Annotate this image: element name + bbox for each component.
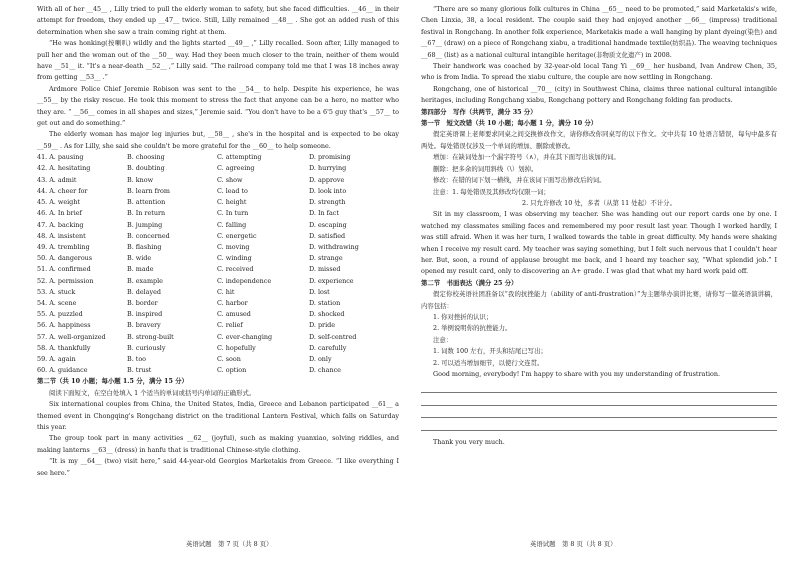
option-cell: C. agreeing [217, 164, 255, 173]
error-correction-instruction: 假定英语课上老师要求同桌之间交换修改作文，请你修改你同桌写的以下作文。文中共有 10 处语言错误，每句中最多有两处。每处错误仅涉及一个单词的增加、删除或修改。 [421, 130, 777, 150]
right-page [421, 4, 777, 448]
option-cell: C. hit [217, 287, 235, 296]
option-cell: D. satisfied [309, 231, 346, 240]
error-correction-instruction: 增加：在缺词处加一个漏字符号（∧），并在其下面写出该加的词。 [433, 153, 620, 162]
option-cell: D. missed [309, 265, 341, 274]
option-cell: D. In fact [309, 209, 339, 218]
option-cell: C. harbor [217, 298, 248, 307]
answer-lines [421, 380, 777, 430]
option-cell: D. escaping [309, 220, 347, 229]
option-cell: B. know [127, 175, 154, 184]
writing-point: 1. 你对挫折的认识； [433, 312, 493, 321]
option-cell: C. In turn [217, 209, 249, 218]
option-cell: D. look into [309, 186, 347, 195]
option-cell: B. curiously [127, 343, 166, 352]
option-cell: C. ever-changing [217, 332, 273, 341]
option-cell: 54. A. scene [37, 298, 77, 307]
error-correction-instruction: 删除：把多余的词用斜线（\）划掉。 [433, 164, 538, 173]
passage-paragraph: Ardmore Police Chief Jeremie Robison was sent to the __54__ to help. Despite his experience, he was __55__ by the risky rescue. He took this moment to stress the fact that anyone can be a hero, no matter who they are. “ __56__ comes in all shapes and sizes,” Jeremie said. “You don't have to be a 6'5 guy that's __57__ to get out and do something.” [37, 84, 399, 128]
option-cell: B. doubting [127, 164, 165, 173]
option-cell: B. In return [127, 209, 166, 218]
error-correction-note: 注意：1. 每处错误及其修改均仅限一词； [433, 187, 550, 196]
option-cell: C. received [217, 265, 254, 274]
grammar-paragraph: Six international couples from China, the United States, India, Greece and Lebanon participated __61__ a themed event in Chongqing's Rongchang district on the traditional Lantern Festival, which falls on Saturday this year. [37, 400, 399, 431]
option-cell: 42. A. hesitating [37, 164, 91, 173]
option-cell: 60. A. guidance [37, 366, 88, 375]
option-cell: C. moving [217, 242, 250, 251]
option-cell: 52. A. permission [37, 276, 94, 285]
page-footer-left: 英语试题 第 7 页（共 8 页） [186, 540, 273, 548]
writing-note: 1. 词数 100 左右，开头和结尾已写出； [433, 347, 547, 356]
option-cell: C. height [217, 198, 247, 207]
option-cell: C. amused [217, 310, 251, 319]
option-cell: C. attempting [217, 153, 262, 162]
option-cell: B. inspired [127, 310, 163, 319]
option-cell: B. choosing [127, 153, 165, 162]
option-cell: B. strong-built [127, 332, 174, 341]
grammar-paragraph: Rongchang, one of historical __70__ (city) in Southwest China, claims three national cultural intangible heritages, including Rongchang xiabu, Rongchang pottery and Rongchang folding fan products. [421, 84, 777, 105]
option-cell: C. relief [217, 321, 243, 330]
option-cell: B. trust [127, 366, 152, 375]
option-cell: B. learn from [127, 186, 170, 195]
option-cell: D. approve [309, 175, 345, 184]
passage-paragraph: The elderly woman has major leg injuries but, __58__ , she's in the hospital and is expected to be okay __59__ . As for Lilly, she said she couldn't be more grateful for the __60__ to help someone. [37, 130, 399, 150]
option-cell: D. strength [309, 198, 346, 207]
option-cell: C. hopefully [217, 343, 256, 352]
error-correction-title: 第一节 短文改错（共 10 小题；每小题 1 分，满分 10 分） [421, 119, 598, 128]
passage-paragraph: With all of her __45__ , Lilly tried to pull the elderly woman to safety, but she faced difficulties. __46__ in their attempt for freedom, they ended up __47__ twice. Still, Lilly remained __48__ . She got an added rush of this determination when she saw a train coming right at them. [37, 5, 399, 36]
option-cell: D. lost [309, 287, 330, 296]
answer-line[interactable] [421, 393, 777, 406]
option-cell: 56. A. happiness [37, 321, 91, 330]
writing-instruction: 假定你校英语社团准备以“我的抗挫能力（ability of anti-frustration）”为主题举办演讲比赛，请你写一篇英语演讲稿，内容包括： [421, 290, 777, 310]
section-2-title: 第二节（共 10 小题；每小题 1.5 分，满分 15 分） [37, 377, 188, 386]
option-cell: 50. A. dangerous [37, 254, 93, 263]
option-cell: B. example [127, 276, 163, 285]
option-cell: D. chance [309, 366, 341, 375]
option-cell: 58. A. thankfully [37, 343, 91, 352]
writing-note-label: 注意： [433, 335, 453, 344]
option-cell: D. strange [309, 254, 343, 263]
essay-opening: Good morning, everybody! I'm happy to share with you my understanding of frustration. [433, 370, 720, 378]
error-correction-instruction: 修改：在错的词下划一横线，并在该词下面写出修改后的词。 [433, 176, 606, 185]
option-cell: 59. A. again [37, 354, 76, 363]
grammar-paragraph: “There are so many glorious folk cultures in China __65__ need to be promoted,” said Marketakis's wife, Chen Linxia, 38, a local resident. The couple said they had enjoyed another __66__ (impress) traditional festival in Rongchang. In another folk experience, Marketakis made a wall hanging by plant dyeing(染色) and __67__ (draw) on a piece of Rongchang xiabu, a traditional handmade textile(纺织品). The weaving techniques __68__ (list) as a national cultural intangible heritage(非物质文化遗产) in 2008. [421, 5, 777, 59]
option-cell: C. winding [217, 254, 252, 263]
option-cell: 57. A. well-organized [37, 332, 106, 341]
option-cell: 47. A. backing [37, 220, 84, 229]
writing-title: 第二节 书面表达（满分 25 分） [421, 278, 518, 287]
grammar-paragraph: The group took part in many activities __62__ (joyful), such as making yuanxiao, solving riddles, and making lanterns __63__ (dress) in hanfu that is traditional Chinese-style clothing. [37, 434, 399, 454]
passage-paragraph: “He was honking(按喇叭) wildly and the lights started __49__ ,” Lilly recalled. Soon after, Lilly managed to pull her and the woman out of the __50__ way. Had they been much closer to the train, neither of them would have __51__ it. “It's a near-death __52__ ,” Lilly said. “The railroad company told me that I was 18 inches away from getting __53__ .” [37, 39, 399, 82]
option-cell: 51. A. confirmed [37, 265, 91, 274]
grammar-paragraph: Their handwork was coached by 32-year-old local Tang Yi __69__ her husband, Ivan Andrew Chen, 35, who is from India. To spread the xiabu culture, the couple are now settling in Rongchang. [421, 62, 777, 82]
option-cell: D. only [309, 354, 332, 363]
error-correction-text: Sit in my classroom, I was observing my teacher. She was handing out our report cards one by one. I watched my classmates smiling faces and remembered my poor result last year. Though I worked hardly, I was still afraid. When it was her turn, I walked towards the table in great difficulty. My hands were shaking when I receive my result card. My teacher was saying something, but I felt such nervous that I couldn't hear her. But, soon, a round of applause brought me back, and I heard my teacher say, “What splendid job.” I opened my result card, only to discovering an A+ grade. I was glad that what my hard work paid off. [421, 210, 777, 276]
option-cell: 53. A. stuck [37, 287, 76, 296]
option-cell: 48. A. insistent [37, 231, 86, 240]
option-cell: B. delayed [127, 287, 161, 296]
option-cell: D. hurrying [309, 164, 347, 173]
option-cell: D. self-centred [309, 332, 357, 341]
option-cell: 55. A. puzzled [37, 310, 83, 319]
option-cell: B. concerned [127, 231, 170, 240]
option-cell: D. station [309, 298, 341, 307]
option-cell: B. attention [127, 198, 166, 207]
options-grid [37, 152, 399, 376]
writing-point: 2. 举例说明你的抗挫能力。 [433, 324, 512, 333]
option-cell: B. wide [127, 254, 152, 263]
option-cell: C. energetic [217, 231, 257, 240]
section-2-instruction: 阅读下面短文，在空白处填入 1 个适当的单词或括号内单词的正确形式。 [49, 388, 256, 397]
option-cell: 45. A. weight [37, 198, 80, 207]
answer-line[interactable] [421, 380, 777, 393]
option-cell: C. falling [217, 220, 247, 229]
option-cell: B. flashing [127, 242, 162, 251]
option-cell: C. lead to [217, 186, 248, 195]
option-cell: 46. A. In brief [37, 209, 82, 218]
part-4-title: 第四部分 写作（共两节，满分 35 分） [421, 107, 537, 116]
essay-closing: Thank you very much. [433, 437, 505, 446]
option-cell: C. option [217, 366, 247, 375]
answer-line[interactable] [421, 418, 777, 431]
option-cell: C. show [217, 175, 243, 184]
option-cell: D. pride [309, 321, 336, 330]
option-cell: 41. A. pausing [37, 153, 84, 162]
option-cell: B. bravery [127, 321, 161, 330]
option-cell: D. shocked [309, 310, 345, 319]
option-cell: 43. A. admit [37, 175, 77, 184]
option-cell: B. made [127, 265, 154, 274]
grammar-paragraph: “It is my __64__ (two) visit here,” said 44-year-old Georgios Marketakis from Greece. “I like everything I see here.” [37, 457, 399, 477]
option-cell: 44. A. cheer for [37, 186, 88, 195]
option-cell: D. withdrawing [309, 242, 359, 251]
option-cell: D. promising [309, 153, 351, 162]
option-cell: D. experience [309, 276, 354, 285]
option-cell: C. soon [217, 354, 241, 363]
option-cell: B. jumping [127, 220, 163, 229]
error-correction-note: 2. 只允许修改 10 处，多者（从第 11 处起）不计分。 [522, 198, 676, 207]
option-cell: 49. A. trembling [37, 242, 90, 251]
writing-note: 2. 可以适当增加细节，以使行文连贯。 [433, 358, 544, 367]
option-cell: B. too [127, 354, 147, 363]
page-footer-right: 英语试题 第 8 页（共 8 页） [530, 540, 617, 548]
answer-line[interactable] [421, 406, 777, 419]
option-cell: C. independence [217, 276, 272, 285]
option-cell: D. carefully [309, 343, 347, 352]
option-cell: B. border [127, 298, 158, 307]
left-page [37, 4, 399, 479]
